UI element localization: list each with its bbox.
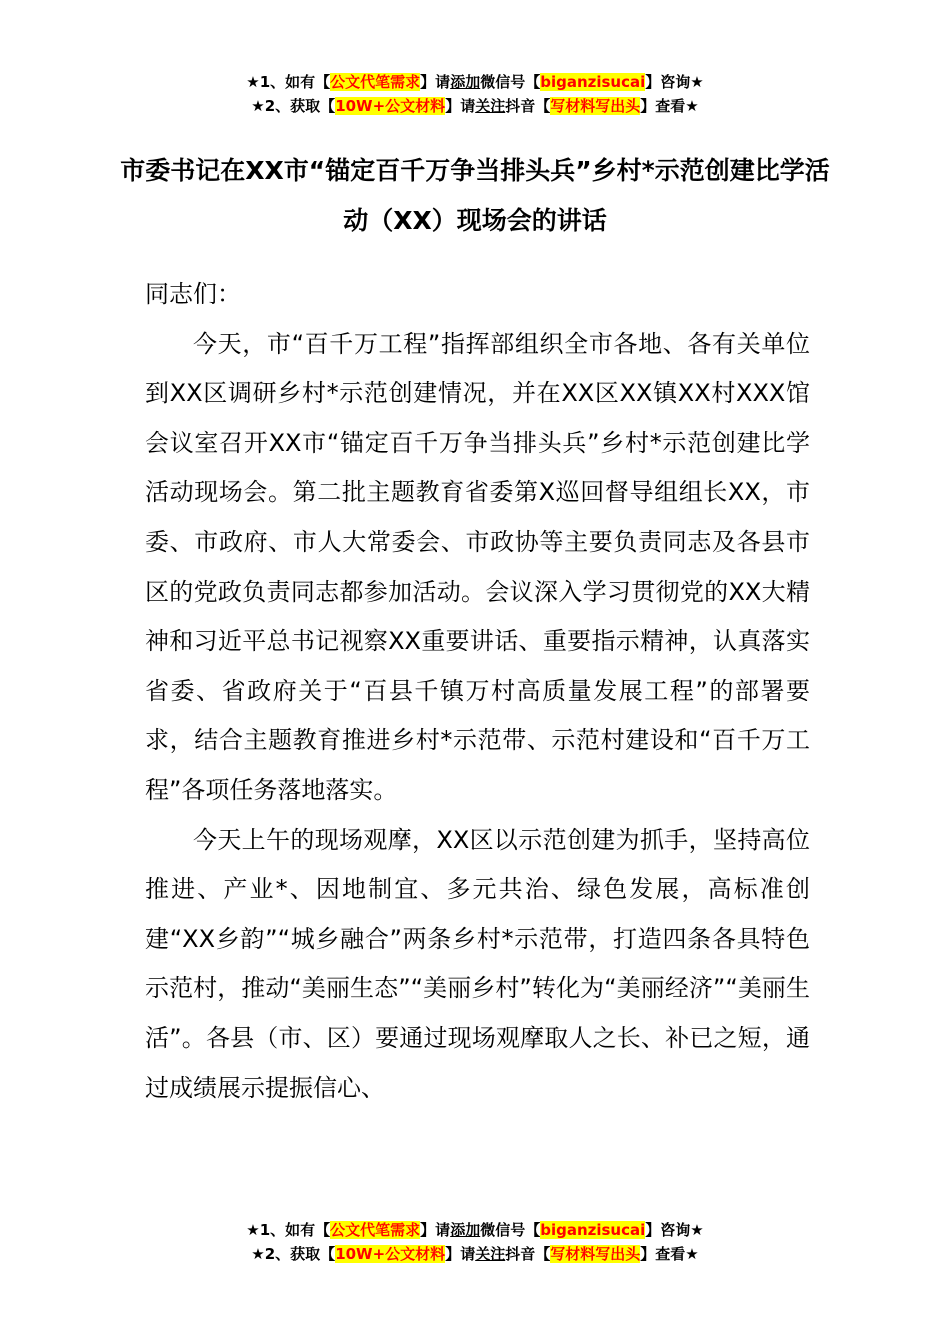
banner-text: ★1、如有【 [246, 73, 331, 91]
paragraph: 今天，市“百千万工程”指挥部组织全市各地、各有关单位到XX区调研乡村*示范创建情况，并在XX区XX镇XX村XXX馆会议室召开XX市“锚定百千万争当排头兵”乡村*示范创建比学活动现场会。第二批主题教育省委第X巡回督导组组长XX，市委、市政府、市人大常委会、市政协等主要负责同志及各县市区的党政负责同志都参加活动。会议深入学习贯彻党的XX大精神和习近平总书记视察XX重要讲话、重要指示精神，认真落实省委、省政府关于“百县千镇万村高质量发展工程”的部署要求，结合主题教育推进乡村*示范带、示范村建设和“百千万工程”各项任务落地落实。 [145, 329, 810, 804]
banner-underlined: 添加 [450, 73, 481, 91]
banner-text: 】请 [420, 73, 451, 91]
banner-douyin-name: 写材料写出头 [550, 1245, 641, 1263]
banner-text: 】请 [445, 1245, 476, 1263]
banner-text: 】查看★ [640, 97, 699, 115]
banner-highlight: 公文代笔需求 [330, 73, 421, 91]
banner-text: 抖音【 [505, 97, 551, 115]
banner-text: 】请 [445, 97, 476, 115]
paragraph: 今天上午的现场观摩，XX区以示范创建为抓手，坚持高位推进、产业*、因地制宜、多元共治、绿色发展，高标准创建“XX乡韵”“城乡融合”两条乡村*示范带，打造四条各具特色示范村，推动“美丽生态”“美丽乡村”转化为“美丽经济”“美丽生活”。各县（市、区）要通过现场观摩取人之长、补已之短，通过成绩展示提振信心、 [145, 825, 810, 1102]
banner-text: 微信号【 [480, 1221, 541, 1239]
banner-text: 微信号【 [480, 73, 541, 91]
banner-wechat-id: biganzisucai [540, 1221, 646, 1239]
banner-underlined: 添加 [450, 1221, 481, 1239]
banner-wechat-id: biganzisucai [540, 73, 646, 91]
banner-text: 】咨询★ [645, 73, 704, 91]
banner-text: ★2、获取【 [251, 1245, 336, 1263]
document-body [145, 270, 810, 1113]
banner-text: ★2、获取【 [251, 97, 336, 115]
banner-text: 抖音【 [505, 1245, 551, 1263]
banner-highlight: 公文代笔需求 [330, 1221, 421, 1239]
document-title: 市委书记在XX市“锚定百千万争当排头兵”乡村*示范创建比学活动（XX）现场会的讲话 [120, 156, 830, 235]
banner-line-1 [0, 1218, 950, 1242]
banner-underlined: 关注 [475, 1245, 506, 1263]
banner-text: 】咨询★ [645, 1221, 704, 1239]
top-banner [0, 70, 950, 118]
banner-line-1 [0, 70, 950, 94]
banner-line-2 [0, 1242, 950, 1266]
banner-text: 】查看★ [640, 1245, 699, 1263]
banner-douyin-name: 写材料写出头 [550, 97, 641, 115]
banner-highlight: 10W+公文材料 [335, 97, 446, 115]
banner-text: ★1、如有【 [246, 1221, 331, 1239]
banner-underlined: 关注 [475, 97, 506, 115]
banner-highlight: 10W+公文材料 [335, 1245, 446, 1263]
banner-text: 】请 [420, 1221, 451, 1239]
banner-line-2 [0, 94, 950, 118]
bottom-banner [0, 1218, 950, 1266]
salutation: 同志们： [145, 280, 241, 308]
